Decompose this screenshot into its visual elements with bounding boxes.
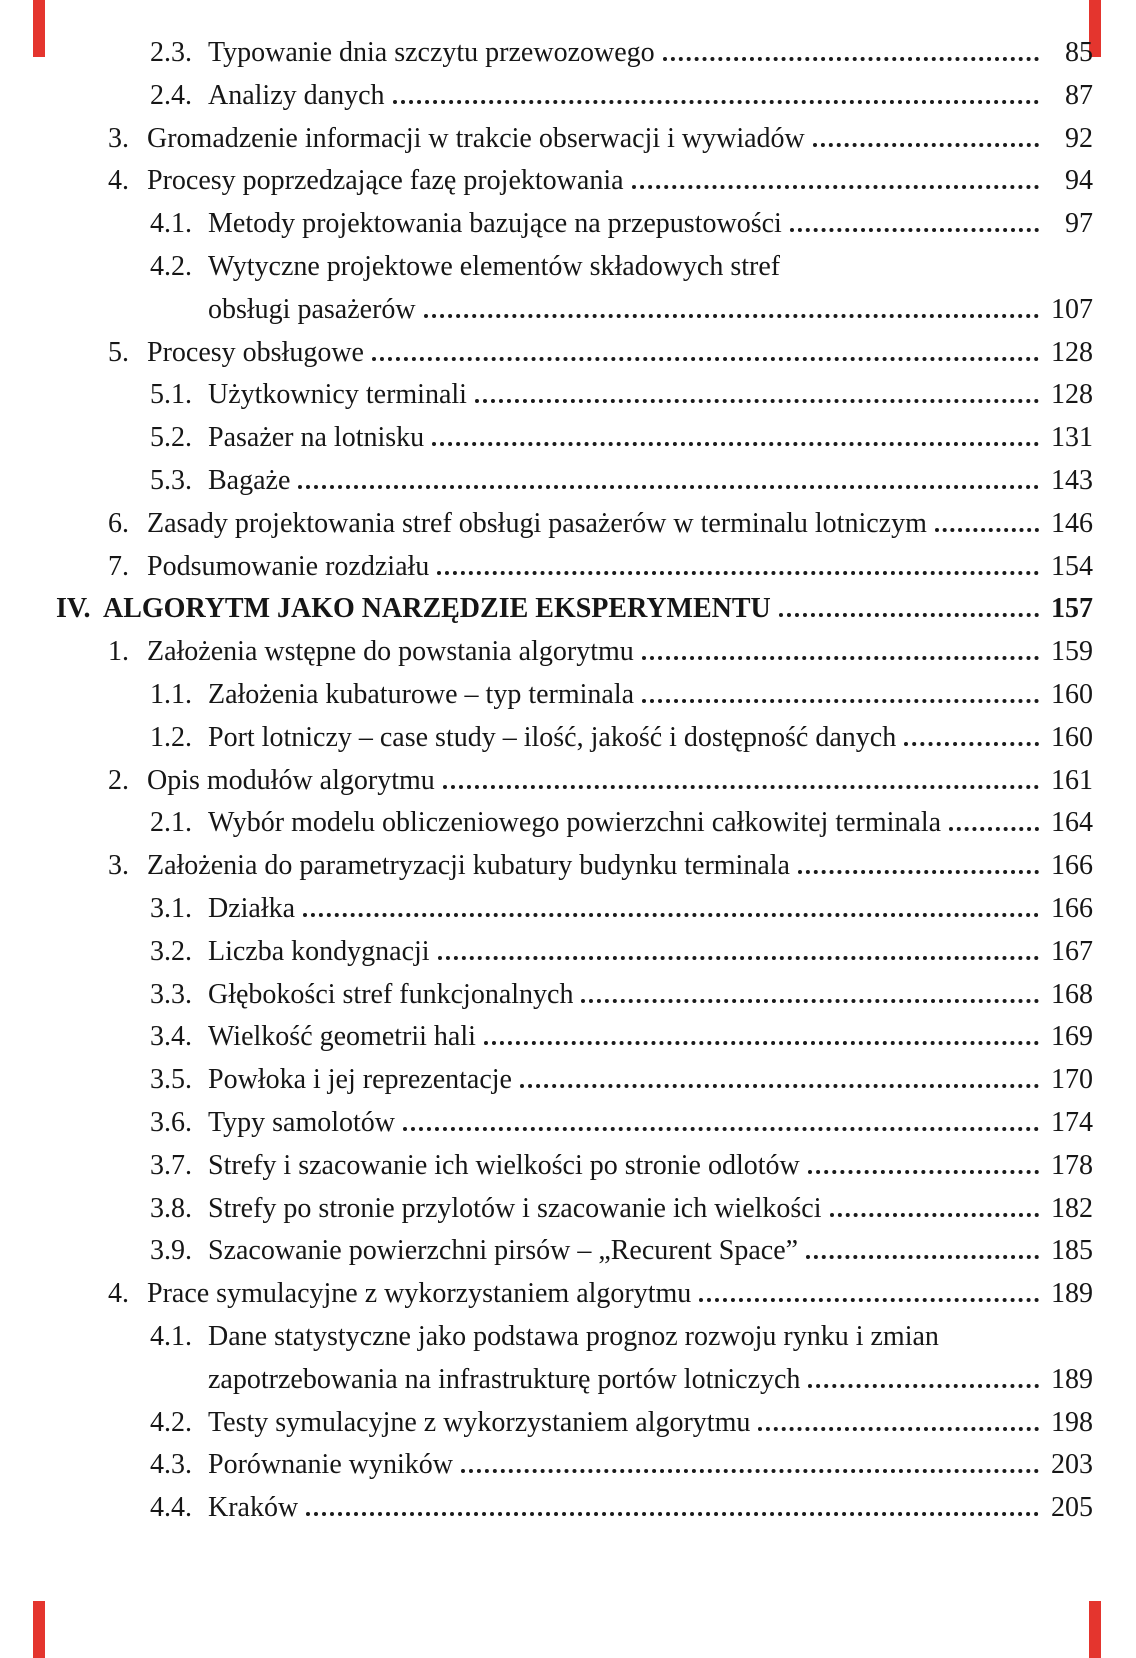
toc-entry-page-number: 166 (1051, 850, 1093, 882)
toc-entry-number: IV. (56, 593, 91, 625)
dot-leader (372, 353, 1039, 361)
dot-leader (904, 738, 1039, 746)
toc-entry-label: Wielkość geometrii hali (208, 1021, 476, 1053)
toc-entry-page-number: 146 (1051, 507, 1093, 539)
toc-entry-page-number: 203 (1051, 1449, 1093, 1481)
toc-entry-number: 2.4. (150, 79, 192, 111)
toc-entry-page-number: 97 (1065, 208, 1093, 240)
toc-entry (0, 460, 1093, 503)
toc-entry-number: 5.3. (150, 464, 192, 496)
toc-entry-label: Testy symulacyjne z wykorzystaniem algorytmu (208, 1406, 751, 1438)
toc-entry-number: 2.3. (150, 37, 192, 68)
toc-entry-number: 3.6. (150, 1106, 192, 1138)
toc-entry-page-number: 185 (1051, 1235, 1093, 1267)
toc-entry-number: 2. (108, 764, 129, 796)
toc-entry-page-number: 170 (1051, 1064, 1093, 1096)
toc-entry (0, 1188, 1093, 1231)
toc-entry-page-number: 164 (1051, 807, 1093, 839)
toc-entry (0, 974, 1093, 1017)
toc-entry-page-number: 128 (1051, 379, 1093, 411)
toc-entry (0, 1145, 1093, 1188)
dot-leader (798, 866, 1039, 874)
toc-entry-label: Zasady projektowania stref obsługi pasażerów w terminalu lotniczym (147, 507, 927, 539)
toc-entry (0, 717, 1093, 760)
toc-entry-number: 4.1. (150, 1320, 192, 1352)
toc-entry (0, 118, 1093, 161)
toc-entry-page-number: 168 (1051, 978, 1093, 1010)
toc-entry-number: 3.5. (150, 1064, 192, 1096)
toc-entry-number: 2.1. (150, 807, 192, 839)
toc-entry-page-number: 178 (1051, 1149, 1093, 1181)
toc-entry-number: 5.2. (150, 422, 192, 454)
toc-entry-number: 5.1. (150, 379, 192, 411)
toc-entry (0, 888, 1093, 931)
toc-entry-number: 4.4. (150, 1492, 192, 1524)
toc-entry-label: Dane statystyczne jako podstawa prognoz rozwoju rynku i zmian (208, 1320, 939, 1352)
dot-leader (806, 1251, 1039, 1259)
toc-entry (0, 1059, 1093, 1102)
toc-entry-number: 4.2. (150, 250, 192, 282)
toc-entry (0, 802, 1093, 845)
toc-entry-page-number: 182 (1051, 1192, 1093, 1224)
dot-leader (520, 1080, 1039, 1088)
toc-entry-page-number: 159 (1051, 636, 1093, 668)
toc-entry-label: Analizy danych (208, 79, 385, 111)
table-of-contents (0, 32, 1093, 1530)
toc-entry (0, 75, 1093, 118)
toc-entry-number: 3.4. (150, 1021, 192, 1053)
toc-entry-page-number: 189 (1051, 1363, 1093, 1395)
toc-entry-number: 3.8. (150, 1192, 192, 1224)
toc-entry (0, 332, 1093, 375)
dot-leader (813, 139, 1039, 147)
toc-entry-number: 4. (108, 165, 129, 197)
toc-entry-label: Opis modułów algorytmu (147, 764, 435, 796)
dot-leader (935, 524, 1039, 532)
toc-entry (0, 1359, 1093, 1402)
toc-entry (0, 1016, 1093, 1059)
toc-entry-page-number: 174 (1051, 1106, 1093, 1138)
toc-entry (0, 1273, 1093, 1316)
toc-entry (0, 203, 1093, 246)
dot-leader (581, 995, 1039, 1003)
toc-entry-number: 3.2. (150, 935, 192, 967)
toc-entry-label: Liczba kondygnacji (208, 935, 430, 967)
toc-entry-number: 6. (108, 507, 129, 539)
dot-leader (475, 395, 1039, 403)
toc-entry-page-number: 205 (1051, 1492, 1093, 1524)
toc-entry (0, 417, 1093, 460)
toc-entry-number: 1.2. (150, 721, 192, 753)
dot-leader (808, 1380, 1039, 1388)
toc-entry (0, 1402, 1093, 1445)
toc-entry-number: 3.7. (150, 1149, 192, 1181)
corner-mark-bottom-right (1089, 1601, 1101, 1658)
toc-entry-label: Wybór modelu obliczeniowego powierzchni całkowitej terminala (208, 807, 942, 839)
corner-mark-bottom-left (33, 1601, 45, 1658)
toc-entry-label: Bagaże (208, 464, 291, 496)
dot-leader (303, 909, 1039, 917)
toc-entry-label: Założenia kubaturowe – typ terminala (208, 678, 635, 710)
toc-entry (0, 674, 1093, 717)
toc-entry-page-number: 166 (1051, 892, 1093, 924)
toc-entry (0, 631, 1093, 674)
dot-leader (830, 1209, 1040, 1217)
toc-entry (0, 1230, 1093, 1273)
toc-entry-label: Typowanie dnia szczytu przewozowego (208, 37, 655, 68)
dot-leader (438, 952, 1039, 960)
toc-entry-number: 3.3. (150, 978, 192, 1010)
toc-entry-page-number: 198 (1051, 1406, 1093, 1438)
toc-entry (0, 760, 1093, 803)
toc-entry-page-number: 87 (1065, 79, 1093, 111)
dot-leader (461, 1465, 1039, 1473)
dot-leader (306, 1508, 1039, 1516)
toc-entry-label: Procesy poprzedzające fazę projektowania (147, 165, 624, 197)
toc-entry (0, 374, 1093, 417)
toc-entry-number: 3.1. (150, 892, 192, 924)
toc-entry (0, 503, 1093, 546)
toc-entry-page-number: 161 (1051, 764, 1093, 796)
dot-leader (632, 181, 1039, 189)
toc-entry-label: Założenia do parametryzacji kubatury budynku terminala (147, 850, 790, 882)
toc-entry-page-number: 107 (1051, 293, 1093, 325)
toc-entry-number: 1. (108, 636, 129, 668)
toc-entry-page-number: 157 (1051, 593, 1093, 625)
toc-entry-label: obsługi pasażerów (208, 293, 416, 325)
toc-entry-page-number: 160 (1051, 678, 1093, 710)
toc-entry (0, 1444, 1093, 1487)
dot-leader (443, 781, 1039, 789)
dot-leader (699, 1294, 1039, 1302)
toc-entry (0, 546, 1093, 589)
dot-leader (484, 1037, 1039, 1045)
dot-leader (779, 609, 1039, 617)
toc-entry-label: Pasażer na lotnisku (208, 422, 425, 454)
dot-leader (758, 1423, 1039, 1431)
toc-entry-label: Porównanie wyników (208, 1449, 453, 1481)
toc-entry (0, 32, 1093, 75)
toc-entry (0, 931, 1093, 974)
toc-entry (0, 246, 1093, 289)
toc-entry-number: 4.2. (150, 1406, 192, 1438)
toc-entry-number: 1.1. (150, 678, 192, 710)
toc-entry-page-number: 128 (1051, 336, 1093, 368)
toc-entry-label: Kraków (208, 1492, 299, 1524)
toc-entry-label: Założenia wstępne do powstania algorytmu (147, 636, 634, 668)
toc-entry (0, 160, 1093, 203)
dot-leader (403, 1123, 1039, 1131)
toc-entry-label: Szacowanie powierzchni pirsów – „Recurent Space” (208, 1235, 799, 1267)
toc-entry-number: 7. (108, 550, 129, 582)
toc-entry (0, 1487, 1093, 1530)
toc-entry-number: 4.1. (150, 208, 192, 240)
toc-entry-page-number: 143 (1051, 464, 1093, 496)
toc-entry-page-number: 131 (1051, 422, 1093, 454)
dot-leader (432, 438, 1039, 446)
toc-entry-number: 4. (108, 1278, 129, 1310)
toc-entry-label: Podsumowanie rozdziału (147, 550, 430, 582)
toc-entry-label: Procesy obsługowe (147, 336, 364, 368)
dot-leader (808, 1166, 1039, 1174)
toc-entry-label: Wytyczne projektowe elementów składowych stref (208, 250, 781, 282)
toc-entry-label: Port lotniczy – case study – ilość, jakość i dostępność danych (208, 721, 897, 753)
toc-entry (0, 289, 1093, 332)
toc-entry-page-number: 169 (1051, 1021, 1093, 1053)
toc-entry-label: Głębokości stref funkcjonalnych (208, 978, 574, 1010)
toc-entry-number: 5. (108, 336, 129, 368)
dot-leader (424, 310, 1039, 318)
toc-entry (0, 588, 1093, 631)
toc-entry-number: 4.3. (150, 1449, 192, 1481)
toc-entry-number: 3. (108, 122, 129, 154)
toc-entry-label: Działka (208, 892, 296, 924)
toc-entry-number: 3. (108, 850, 129, 882)
toc-entry-label: Metody projektowania bazujące na przepustowości (208, 208, 782, 240)
toc-entry-number: 3.9. (150, 1235, 192, 1267)
dot-leader (393, 96, 1040, 104)
toc-entry-label: zapotrzebowania na infrastrukturę portów lotniczych (208, 1363, 801, 1395)
toc-entry-label: Użytkownicy terminali (208, 379, 467, 411)
toc-entry (0, 1316, 1093, 1359)
toc-entry-label: ALGORYTM JAKO NARZĘDZIE EKSPERYMENTU (103, 593, 771, 625)
toc-entry-page-number: 154 (1051, 550, 1093, 582)
toc-entry (0, 1102, 1093, 1145)
toc-entry-page-number: 160 (1051, 721, 1093, 753)
dot-leader (437, 567, 1039, 575)
toc-entry (0, 845, 1093, 888)
toc-entry-label: Prace symulacyjne z wykorzystaniem algorytmu (147, 1278, 692, 1310)
toc-entry-page-number: 189 (1051, 1278, 1093, 1310)
toc-entry-label: Typy samolotów (208, 1106, 396, 1138)
dot-leader (298, 481, 1039, 489)
toc-entry-label: Strefy i szacowanie ich wielkości po stronie odlotów (208, 1149, 800, 1181)
toc-entry-label: Gromadzenie informacji w trakcie obserwacji i wywiadów (147, 122, 805, 154)
toc-entry-page-number: 167 (1051, 935, 1093, 967)
dot-leader (642, 652, 1039, 660)
toc-entry-page-number: 85 (1065, 37, 1093, 68)
toc-entry-label: Powłoka i jej reprezentacje (208, 1064, 512, 1096)
dot-leader (663, 53, 1039, 61)
toc-entry-page-number: 94 (1065, 165, 1093, 197)
toc-entry-page-number: 92 (1065, 122, 1093, 154)
dot-leader (642, 695, 1039, 703)
dot-leader (949, 823, 1039, 831)
dot-leader (790, 224, 1039, 232)
toc-entry-label: Strefy po stronie przylotów i szacowanie ich wielkości (208, 1192, 822, 1224)
